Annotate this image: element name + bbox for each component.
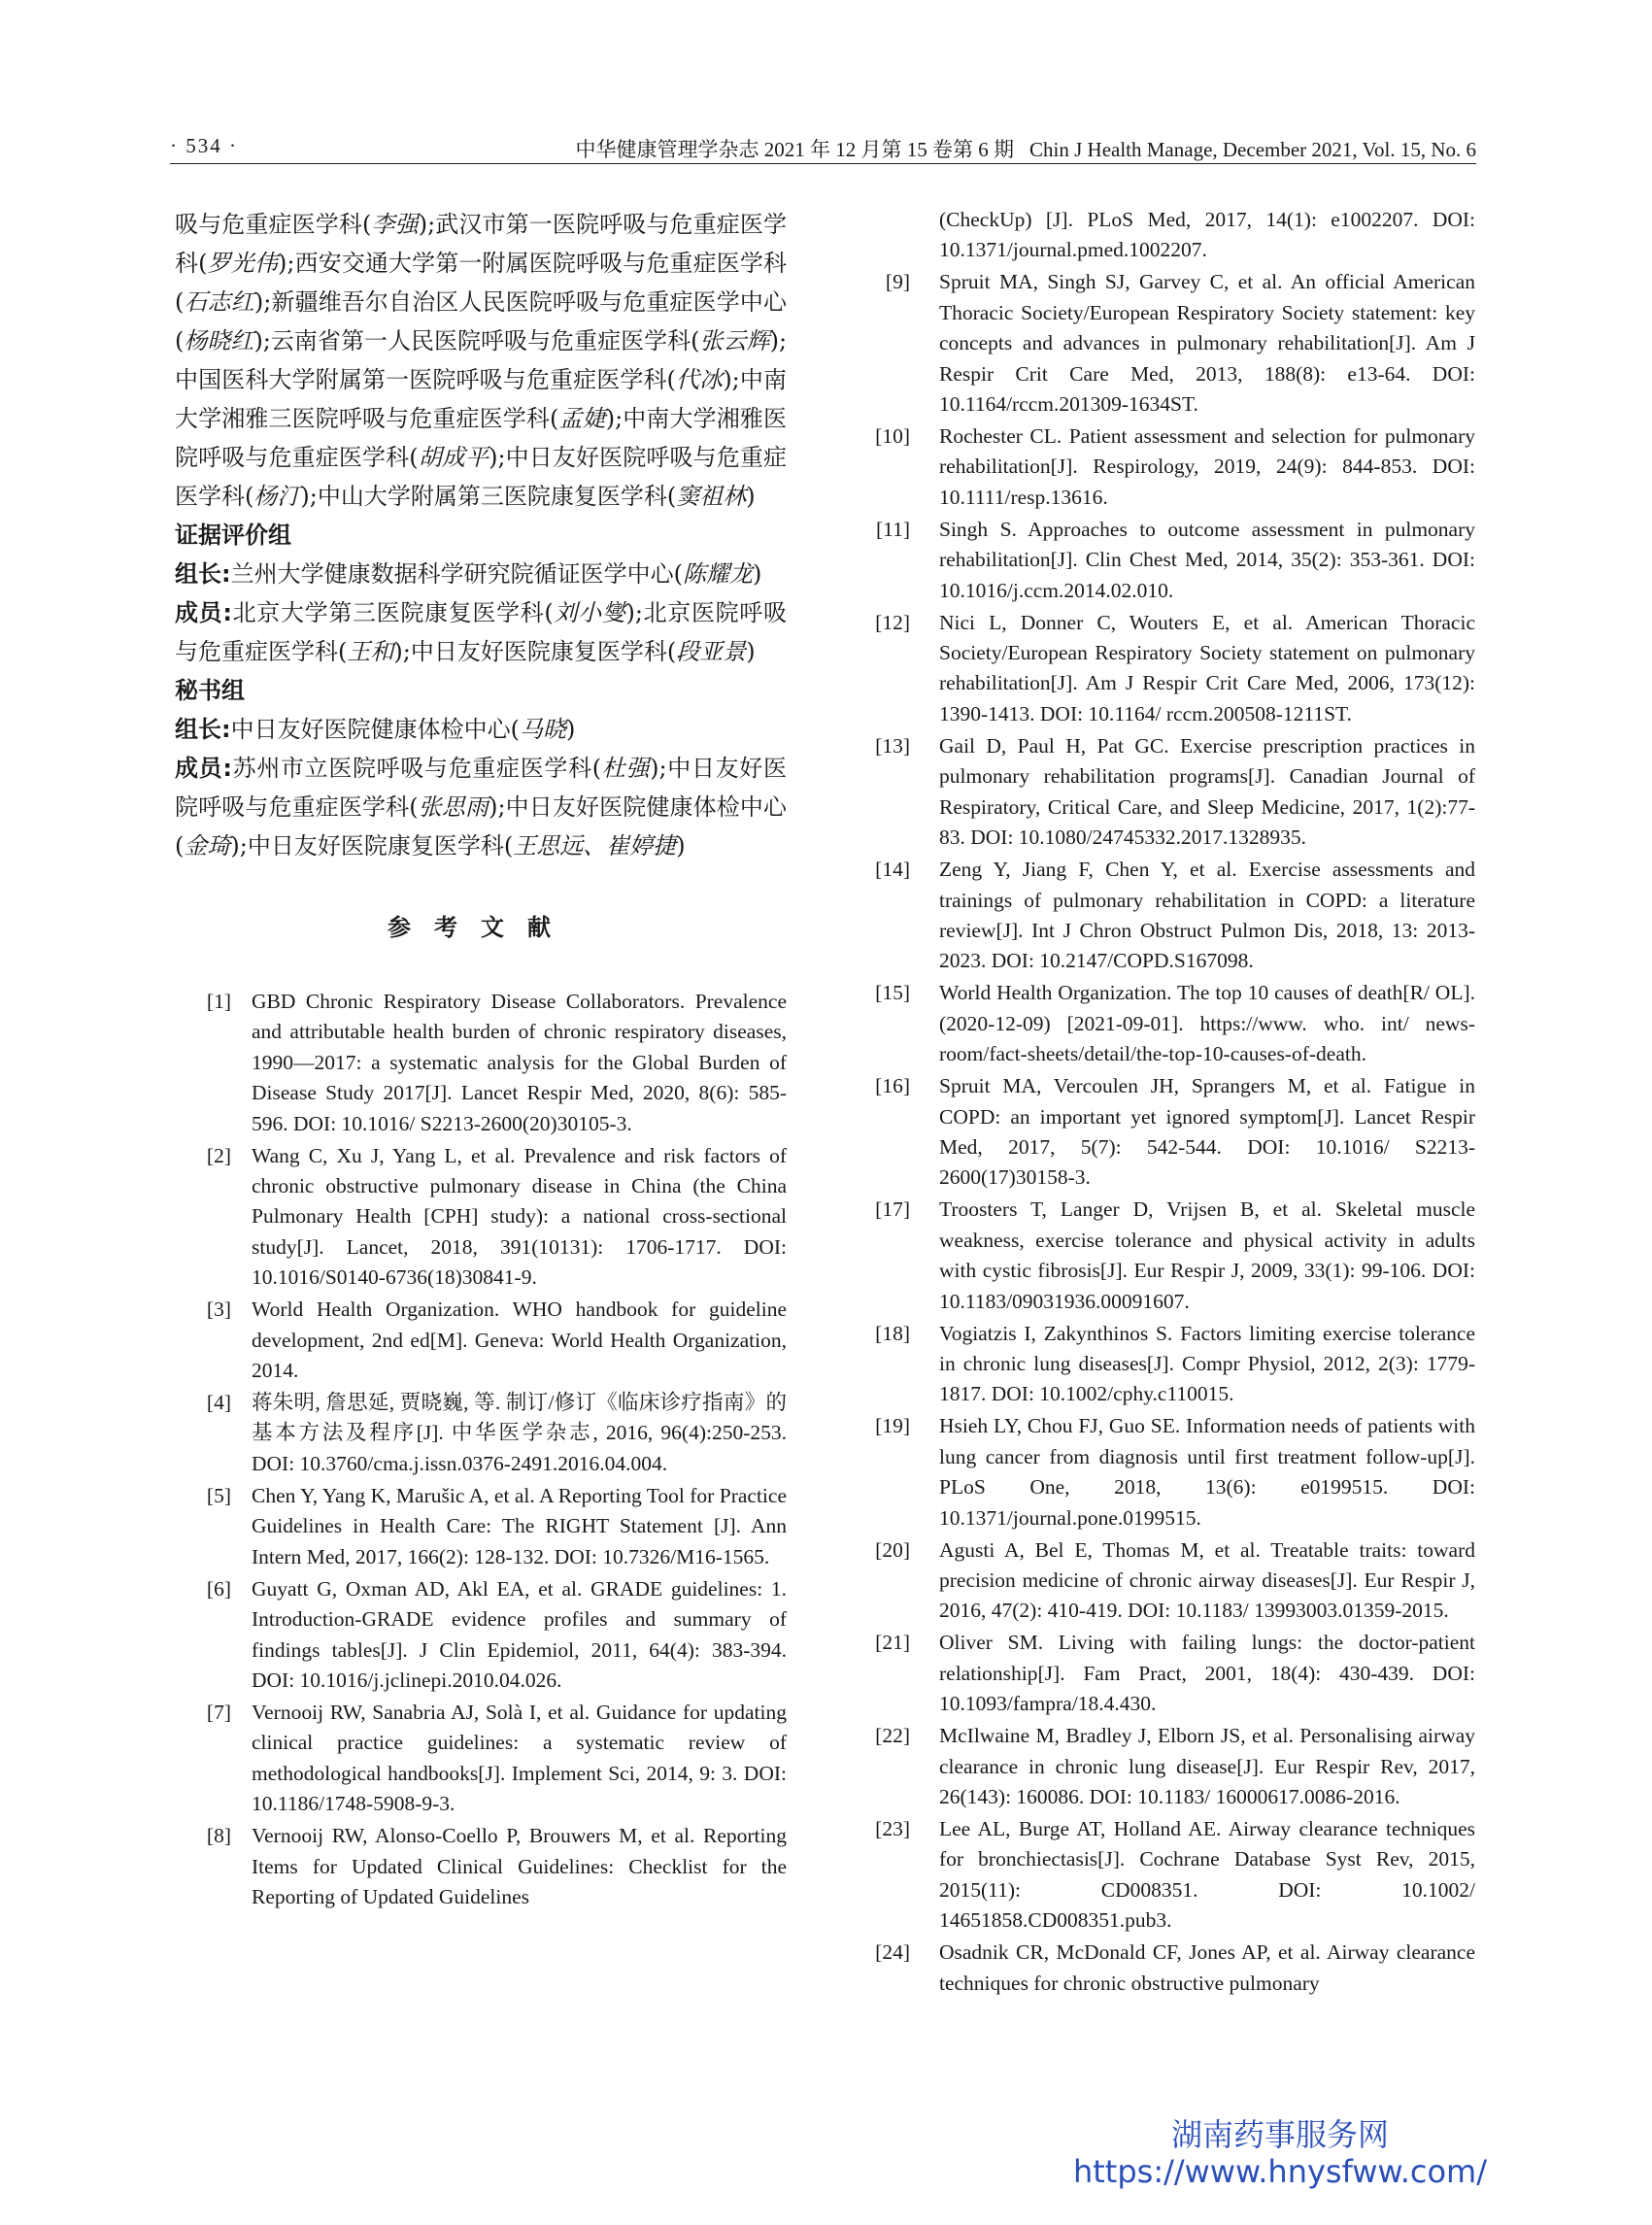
person-name: 罗光伟 (207, 250, 278, 277)
person-name: 杨汀 (253, 483, 301, 510)
leader-label: 组长: (175, 716, 231, 743)
reference-continuation (867, 205, 1475, 266)
leader-name: 马晓 (519, 716, 566, 743)
reference-text: World Health Organization. The top 10 causes of death[R/ OL]. (2020-12-09) [2021-09-01]. https://www. who. int/ news-room/fact-sheets/detail/the-top-10-causes-of-death. (939, 981, 1475, 1066)
affiliation-text: );中国医科大学附属第一医院呼吸与危重症医学科( (175, 327, 788, 393)
reference-number: [8] (206, 1824, 231, 1848)
affiliation-text: );北京医院呼吸与危重症医学科( (175, 599, 787, 665)
reference-number: [14] (875, 858, 910, 882)
person-name: 段亚景 (676, 638, 747, 665)
reference-number: [15] (875, 981, 910, 1005)
references-list-right (867, 205, 1475, 1999)
page-number: · 534 · (170, 134, 238, 157)
affiliation-text: 北京大学第三医院康复医学科( (231, 599, 554, 626)
person-name: 窦祖林 (676, 483, 747, 510)
reference-text: Spruit MA, Singh SJ, Garvey C, et al. An official American Thoracic Society/European Respiratory Society statement: key concepts and advances in pulmonary rehabilitation[J]. Am J Respir Crit Care Med, 2013, 188(8): e13-64. DOI: 10.1164/rccm.201309-1634ST. (939, 270, 1475, 417)
leader-label: 组长: (175, 560, 231, 588)
evidence-group-members (175, 593, 787, 671)
watermark (1073, 2116, 1487, 2190)
reference-item (175, 987, 787, 1139)
leader-name: 陈耀龙 (682, 560, 753, 588)
affiliation-text: );中日友好医院健康体检中心( (175, 793, 788, 860)
reference-item (867, 855, 1475, 977)
affiliation-text: ) (746, 638, 756, 665)
reference-text: Vernooij RW, Sanabria AJ, Solà I, et al. Guidance for updating clinical practice guidelines: a systematic review of methodological handbooks[J]. Implement Sci, 2014, 9: 3. DOI: 10.1186/1748-5908-9-3. (252, 1700, 787, 1816)
reference-number: [22] (875, 1724, 910, 1748)
secretary-group-heading: 秘书组 (175, 677, 245, 704)
reference-item (867, 608, 1475, 730)
reference-text: Rochester CL. Patient assessment and selection for pulmonary rehabilitation[J]. Respirology, 2019, 24(9): 844-853. DOI: 10.1111/resp.13616. (939, 424, 1475, 509)
reference-text: Wang C, Xu J, Yang L, et al. Prevalence and risk factors of chronic obstructive pulmonary disease in China (the China Pulmonary Health [CPH] study): a national cross-sectional study[J]. Lancet, 2018, 391(10131): 1706-1717. DOI: 10.1016/S0140-6736(18)30841-9. (252, 1143, 787, 1290)
committee-paragraph (175, 205, 787, 516)
affiliation-text: );中南大学湘雅医院呼吸与危重症医学科( (175, 405, 788, 471)
reference-item (867, 515, 1475, 606)
reference-text: Gail D, Paul H, Pat GC. Exercise prescription practices in pulmonary rehabilitation programs[J]. Canadian Journal of Respiratory, Critical Care, and Sleep Medicine, 2017, 1(2):77-83. DOI: 10.1080/24745332.2017.1328935. (939, 733, 1475, 850)
affiliation-text: 吸与危重症医学科( (175, 211, 372, 238)
members-label: 成员: (175, 755, 232, 782)
reference-item (175, 1698, 787, 1820)
evidence-group-leader (175, 555, 787, 593)
reference-text: Troosters T, Langer D, Vrijsen B, et al. Skeletal muscle weakness, exercise tolerance and physical activity in adults with cystic fibrosis[J]. Eur Respir J, 2009, 33(1): 99-106. DOI: 10.1183/09031936.00091607. (939, 1197, 1475, 1313)
reference-text: 蒋朱明, 詹思延, 贾晓巍, 等. 制订/修订《临床诊疗指南》的基本方法及程序[J]. 中华医学杂志, 2016, 96(4):250-253. DOI: 10.3760/cma.j.issn.0376-2491.2016.04.004. (252, 1391, 787, 1475)
person-name: 孟婕 (558, 405, 606, 432)
person-name: 杨晓红 (184, 327, 254, 354)
person-name: 金琦 (184, 832, 231, 860)
reference-item (867, 267, 1475, 420)
reference-number: [13] (875, 733, 910, 758)
journal-cn: 中华健康管理学杂志 2021 年 12 月第 15 卷第 6 期 (575, 138, 1015, 161)
reference-number: [19] (875, 1414, 910, 1438)
affiliation-text: );中日友好医院康复医学科( (230, 832, 514, 860)
reference-item (175, 1141, 787, 1294)
affiliation-text: );中山大学附属第三医院康复医学科( (300, 483, 677, 510)
journal-en: Chin J Health Manage, December 2021, Vol. 15, No. 6 (1029, 138, 1476, 161)
leader-end: ) (565, 716, 576, 743)
reference-number: [9] (885, 270, 910, 294)
reference-number: [10] (875, 424, 910, 449)
reference-number: [16] (875, 1074, 910, 1098)
reference-item (867, 1411, 1475, 1534)
reference-item (867, 1628, 1475, 1719)
affiliation-text: );中日友好医院呼吸与危重症医学科( (175, 755, 787, 821)
person-name: 李强 (371, 211, 419, 238)
affiliation-text: 苏州市立医院呼吸与危重症医学科( (231, 755, 602, 782)
affiliation-text: );新疆维吾尔自治区人民医院呼吸与危重症医学中心( (175, 288, 788, 354)
reference-text: Singh S. Approaches to outcome assessment in pulmonary rehabilitation[J]. Clin Chest Med, 2014, 35(2): 353-361. DOI: 10.1016/j.ccm.2014.02.010. (939, 517, 1475, 602)
members-label: 成员: (175, 599, 232, 626)
reference-text: World Health Organization. WHO handbook for guideline development, 2nd ed[M]. Geneva: World Health Organization, 2014. (252, 1298, 787, 1383)
evidence-group-heading: 证据评价组 (175, 522, 291, 549)
reference-text: Guyatt G, Oxman AD, Akl EA, et al. GRADE guidelines: 1. Introduction-GRADE evidence profiles and summary of findings tables[J]. J Clin Epidemiol, 2011, 64(4): 383-394. DOI: 10.1016/j.jclinepi.2010.04.026. (252, 1576, 787, 1692)
reference-number: [23] (875, 1817, 910, 1841)
person-name: 代冰 (675, 366, 724, 393)
reference-item (175, 1821, 787, 1912)
reference-item (175, 1574, 787, 1697)
reference-number: [20] (875, 1537, 910, 1562)
reference-number: [11] (875, 517, 910, 541)
affiliation-text: );武汉市第一医院呼吸与危重症医学科( (175, 211, 787, 277)
reference-number: [24] (875, 1940, 910, 1965)
reference-number: [6] (206, 1576, 231, 1601)
reference-item (867, 978, 1475, 1069)
reference-text: Vernooij RW, Alonso-Coello P, Brouwers M, et al. Reporting Items for Updated Clinical Guidelines: Checklist for the Reporting of Updated Guidelines (252, 1824, 787, 1908)
person-name: 王思远、崔婷捷 (513, 832, 677, 860)
members-text (175, 599, 787, 665)
reference-number: [4] (206, 1391, 231, 1415)
affiliation-text: );云南省第一人民医院呼吸与危重症医学科( (253, 327, 700, 354)
affiliation-text: ) (746, 483, 756, 510)
watermark-url: https://www.hnysfww.com/ (1072, 2153, 1487, 2190)
leader-end: ) (752, 560, 762, 588)
reference-text: McIlwaine M, Bradley J, Elborn JS, et al. Personalising airway clearance in chronic lung disease[J]. Eur Respir Rev, 2017, 26(143): 160086. DOI: 10.1183/ 16000617.0086-2016. (939, 1724, 1475, 1809)
person-name: 石志红 (184, 288, 254, 316)
reference-text: Hsieh LY, Chou FJ, Guo SE. Information needs of patients with lung cancer from diagnosis until first treatment follow-up[J]. PLoS One, 2018, 13(6): e0199515. DOI: 10.1371/journal.pone.0199515. (939, 1414, 1475, 1530)
reference-text: Osadnik CR, McDonald CF, Jones AP, et al. Airway clearance techniques for chronic obstructive pulmonary (939, 1940, 1475, 1995)
reference-item (867, 1195, 1475, 1317)
references-title: 参考文献 (388, 914, 574, 941)
reference-text: Vogiatzis I, Zakynthinos S. Factors limiting exercise tolerance in chronic lung diseases[J]. Compr Physiol, 2012, 2(3): 1779-1817. DOI: 10.1002/cphy.c110015. (939, 1321, 1475, 1406)
reference-item (175, 1388, 787, 1479)
person-name: 张思雨 (418, 793, 489, 821)
reference-text: Chen Y, Yang K, Marušic A, et al. A Reporting Tool for Practice Guidelines in Health Care: The RIGHT Statement [J]. Ann Intern Med, 2017, 166(2): 128-132. DOI: 10.7326/M16-1565. (252, 1483, 787, 1568)
reference-item (867, 731, 1475, 854)
reference-number: [21] (875, 1631, 910, 1655)
reference-text: Agusti A, Bel E, Thomas M, et al. Treatable traits: toward precision medicine of chronic airway diseases[J]. Eur Respir J, 2016, 47(2): 410-419. DOI: 10.1183/ 13993003.01359-2015. (939, 1537, 1475, 1623)
reference-item (867, 1814, 1475, 1937)
reference-text: Zeng Y, Jiang F, Chen Y, et al. Exercise assessments and trainings of pulmonary rehabilitation in COPD: a literature review[J]. Int J Chron Obstruct Pulmon Dis, 2018, 13: 2013-2023. DOI: 10.2147/COPD.S167098. (939, 858, 1475, 973)
reference-number: [17] (875, 1197, 910, 1222)
reference-text: GBD Chronic Respiratory Disease Collaborators. Prevalence and attributable health burden of chronic respiratory diseases, 1990—2017: a systematic analysis for the Global Burden of Disease Study 2017[J]. Lancet Respir Med, 2020, 8(6): 585-596. DOI: 10.1016/ S2213-2600(20)30105-3. (252, 990, 787, 1135)
reference-text: (CheckUp) [J]. PLoS Med, 2017, 14(1): e1002207. DOI: 10.1371/journal.pmed.1002207. (939, 208, 1475, 262)
affiliation-text: );中日友好医院呼吸与危重症医学科( (175, 444, 788, 510)
reference-item (867, 1721, 1475, 1812)
reference-number: [7] (206, 1700, 231, 1724)
person-name: 胡成平 (418, 444, 489, 471)
reference-item (867, 1071, 1475, 1194)
leader-text: 中日友好医院健康体检中心( (230, 716, 520, 743)
right-column (867, 205, 1475, 2001)
person-name: 杜强 (601, 755, 651, 782)
leader-text: 兰州大学健康数据科学研究院循证医学中心( (230, 560, 683, 588)
watermark-site-name: 湖南药事服务网 (1170, 2116, 1389, 2153)
reference-number: [2] (206, 1143, 231, 1167)
reference-item (175, 1295, 787, 1386)
reference-number: [1] (206, 990, 231, 1013)
reference-number: [18] (875, 1321, 910, 1345)
reference-number: [3] (206, 1298, 231, 1322)
secretary-group-leader (175, 710, 787, 749)
reference-item (175, 1481, 787, 1572)
reference-item (867, 1319, 1475, 1410)
person-name: 张云辉 (699, 327, 770, 354)
secretary-group-members (175, 749, 787, 865)
affiliation-text: );西安交通大学第一附属医院呼吸与危重症医学科( (175, 250, 788, 316)
reference-text: Oliver SM. Living with failing lungs: the doctor-patient relationship[J]. Fam Pract, 2001, 18(4): 430-439. DOI: 10.1093/fampra/18.4.430. (939, 1631, 1475, 1716)
reference-item (867, 1535, 1475, 1627)
affiliation-text: ) (676, 832, 686, 860)
journal-citation (576, 134, 1476, 163)
left-column (175, 205, 787, 1914)
affiliation-text: );中日友好医院康复医学科( (393, 638, 677, 665)
running-header (170, 134, 1476, 164)
reference-text: Nici L, Donner C, Wouters E, et al. American Thoracic Society/European Respiratory Society statement on pulmonary rehabilitation[J]. Am J Respir Crit Care Med, 2006, 173(12): 1390-1413. DOI: 10.1164/ rccm.200508-1211ST. (939, 610, 1475, 725)
reference-number: [12] (875, 610, 910, 634)
reference-item (867, 1938, 1475, 1999)
reference-item (867, 421, 1475, 513)
reference-text: Spruit MA, Vercoulen JH, Sprangers M, et al. Fatigue in COPD: an important yet ignored symptom[J]. Lancet Respir Med, 2017, 5(7): 542-544. DOI: 10.1016/ S2213-2600(17)30158-3. (939, 1074, 1475, 1190)
references-list-left (175, 987, 787, 1912)
person-name: 刘小燮 (553, 599, 626, 626)
affiliation-text: );中南大学湘雅三医院呼吸与危重症医学科( (175, 366, 788, 432)
reference-text: Lee AL, Burge AT, Holland AE. Airway clearance techniques for bronchiectasis[J]. Cochrane Database Syst Rev, 2015, 2015(11): CD008351. DOI: 10.1002/ 14651858.CD008351.pub3. (939, 1817, 1475, 1933)
members-text (175, 755, 787, 860)
person-name: 王和 (347, 638, 394, 665)
reference-number: [5] (206, 1483, 231, 1507)
